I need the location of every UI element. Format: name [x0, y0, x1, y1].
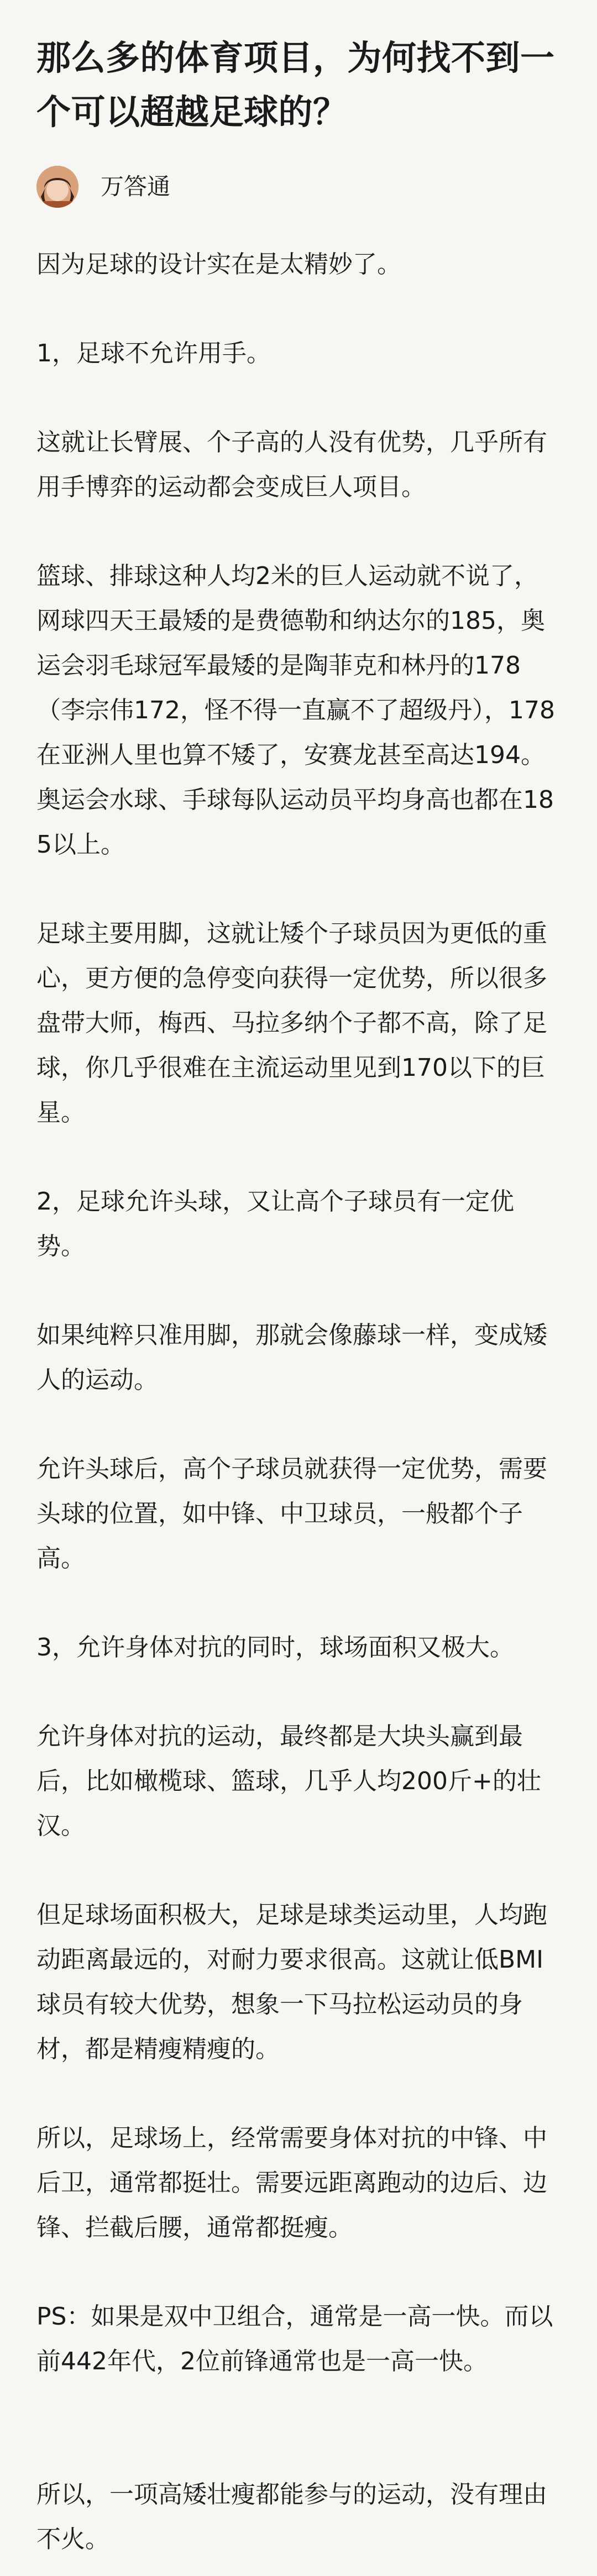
paragraph: 足球主要用脚，这就让矮个子球员因为更低的重心，更方便的急停变向获得一定优势，所以很多盘带大师，梅西、马拉多纳个子都不高，除了足球，你几乎很难在主流运动里见到170以下的巨星。 [36, 919, 547, 1127]
avatar-image-icon [36, 166, 78, 208]
paragraph: 1，足球不允许用手。 [36, 339, 271, 367]
paragraph: 如果纯粹只准用脚，那就会像藤球一样，变成矮人的运动。 [36, 1321, 547, 1394]
paragraph: PS：如果是双中卫组合，通常是一高一快。而以前442年代，2位前锋通常也是一高一快。 [36, 2302, 553, 2375]
paragraph: 这就让长臂展、个子高的人没有优势，几乎所有用手博弈的运动都会变成巨人项目。 [36, 428, 547, 501]
paragraph: 但足球场面积极大，足球是球类运动里，人均跑动距离最远的，对耐力要求很高。这就让低BMI球员有较大优势，想象一下马拉松运动员的身材，都是精瘦精瘦的。 [36, 1901, 547, 2063]
paragraph: 允许头球后，高个子球员就获得一定优势，需要头球的位置，如中锋、中卫球员，一般都个子高。 [36, 1455, 547, 1573]
paragraph: 因为足球的设计实在是太精妙了。 [36, 250, 401, 278]
article-title: 那么多的体育项目，为何找不到一个可以超越足球的？ [36, 38, 555, 132]
paragraph: 允许身体对抗的运动，最终都是大块头赢到最后，比如橄榄球、篮球，几乎人均200斤+的壮汉。 [36, 1722, 541, 1840]
paragraph: 2，足球允许头球，又让高个子球员有一定优势。 [36, 1187, 514, 1260]
paragraph: 3，允许身体对抗的同时，球场面积又极大。 [36, 1633, 514, 1662]
author-name[interactable]: 万答通 [101, 173, 171, 200]
author-row[interactable] [36, 160, 557, 213]
article-body [36, 242, 557, 2562]
paragraph: 所以，足球场上，经常需要身体对抗的中锋、中后卫，通常都挺壮。需要远距离跑动的边后、边锋、拦截后腰，通常都挺瘦。 [36, 2124, 547, 2242]
paragraph: 篮球、排球这种人均2米的巨人运动就不说了，网球四天王最矮的是费德勒和纳达尔的185，奥运会羽毛球冠军最矮的是陶菲克和林丹的178（李宗伟172，怪不得一直赢不了超级丹），178在亚洲人里也算不矮了，安赛龙甚至高达194。奥运会水球、手球每队运动员平均身高也都在185以上。 [36, 562, 555, 859]
paragraph: 所以，一项高矮壮瘦都能参与的运动，没有理由不火。 [36, 2480, 547, 2553]
avatar[interactable] [36, 166, 78, 208]
